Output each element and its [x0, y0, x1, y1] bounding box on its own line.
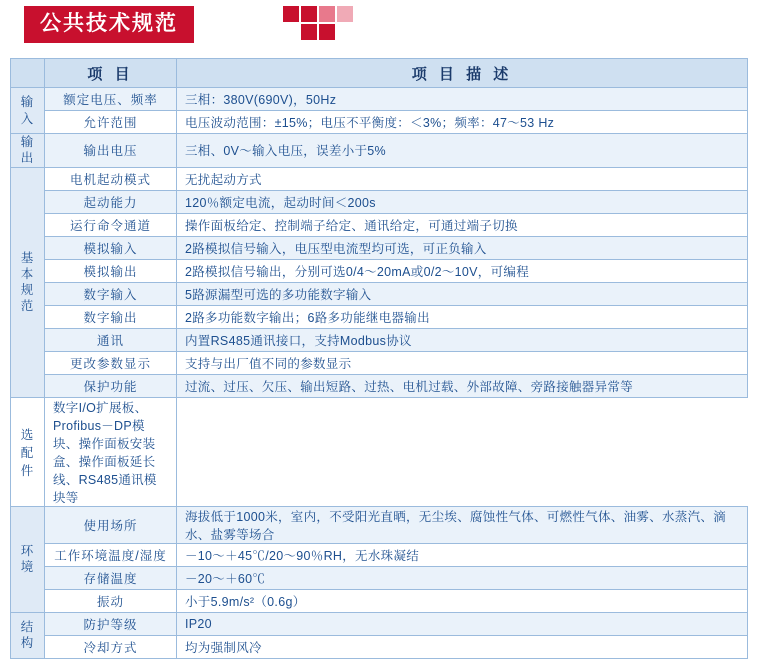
- description-cell: 三相：380V(690V)，50Hz: [177, 88, 748, 111]
- table-row: [11, 506, 748, 543]
- table-row: [11, 305, 748, 328]
- table-row: [11, 134, 748, 168]
- description-cell: 无扰起动方式: [177, 167, 748, 190]
- table-row: [11, 213, 748, 236]
- item-cell: 通讯: [45, 328, 177, 351]
- description-cell: 支持与出厂值不同的参数显示: [177, 351, 748, 374]
- table-row: [11, 88, 748, 111]
- table-row: [11, 589, 748, 612]
- table-body: [11, 88, 748, 659]
- description-cell: 操作面板给定、控制端子给定、通讯给定，可通过端子切换: [177, 213, 748, 236]
- description-cell: 2路模拟信号输出，分别可选0/4～20mA或0/2～10V，可编程: [177, 259, 748, 282]
- description-cell: 均为强制风冷: [177, 635, 748, 658]
- table-row: [11, 397, 748, 506]
- header-cell-item: 项 目: [45, 59, 177, 88]
- group-cell: 结 构: [11, 612, 45, 658]
- table-row: [11, 635, 748, 658]
- item-cell: 使用场所: [45, 506, 177, 543]
- group-cell: 环 境: [11, 506, 45, 612]
- description-cell: 120％额定电流，起动时间＜200s: [177, 190, 748, 213]
- table-row: [11, 543, 748, 566]
- description-cell: 海拔低于1000米，室内，不受阳光直晒，无尘埃、腐蚀性气体、可燃性气体、油雾、水蒸汽、滴水、盐雾等场合: [177, 506, 748, 543]
- table-row: [11, 167, 748, 190]
- description-cell: 三相、0V～输入电压，误差小于5%: [177, 134, 748, 168]
- table-row: [11, 566, 748, 589]
- group-cell: 输 出: [11, 134, 45, 168]
- item-cell: 模拟输入: [45, 236, 177, 259]
- group-cell: 基 本 规 范: [11, 167, 45, 397]
- header-cell-description: 项 目 描 述: [177, 59, 748, 88]
- item-cell: 模拟输出: [45, 259, 177, 282]
- item-cell: 存储温度: [45, 566, 177, 589]
- page-title: 公共技术规范: [24, 6, 194, 43]
- table-header: [11, 59, 748, 88]
- description-cell: 数字I/O扩展板、Profibus－DP模块、操作面板安装盒、操作面板延长线、RS485通讯模块等: [45, 397, 177, 506]
- item-cell: 防护等级: [45, 612, 177, 635]
- table-row: [11, 374, 748, 397]
- description-cell: 小于5.9m/s²（0.6g）: [177, 589, 748, 612]
- item-cell: 运行命令通道: [45, 213, 177, 236]
- description-cell: 2路模拟信号输入，电压型电流型均可选，可正负输入: [177, 236, 748, 259]
- description-cell: 内置RS485通讯接口，支持Modbus协议: [177, 328, 748, 351]
- item-cell: 输出电压: [45, 134, 177, 168]
- item-cell: 额定电压、频率: [45, 88, 177, 111]
- item-cell: 振动: [45, 589, 177, 612]
- table-row: [11, 259, 748, 282]
- table-row: [11, 612, 748, 635]
- description-cell: －20～＋60℃: [177, 566, 748, 589]
- item-cell: 数字输出: [45, 305, 177, 328]
- spec-table-wrapper: [10, 58, 747, 659]
- group-cell: 输 入: [11, 88, 45, 134]
- description-cell: 2路多功能数字输出；6路多功能继电器输出: [177, 305, 748, 328]
- table-row: [11, 351, 748, 374]
- table-row: [11, 236, 748, 259]
- header-cell-group: [11, 59, 45, 88]
- item-cell: 数字输入: [45, 282, 177, 305]
- description-cell: IP20: [177, 612, 748, 635]
- table-row: [11, 282, 748, 305]
- item-cell: 冷却方式: [45, 635, 177, 658]
- table-row: [11, 111, 748, 134]
- page-header: [0, 0, 757, 58]
- table-row: [11, 190, 748, 213]
- description-cell: －10～＋45℃/20～90％RH，无水珠凝结: [177, 543, 748, 566]
- description-cell: 5路源漏型可选的多功能数字输入: [177, 282, 748, 305]
- item-cell: 更改参数显示: [45, 351, 177, 374]
- item-cell: 电机起动模式: [45, 167, 177, 190]
- decorative-squares: [283, 6, 363, 40]
- description-cell: 电压波动范围：±15%；电压不平衡度：＜3%；频率：47～53 Hz: [177, 111, 748, 134]
- item-cell: 保护功能: [45, 374, 177, 397]
- item-cell: 工作环境温度/湿度: [45, 543, 177, 566]
- description-cell: 过流、过压、欠压、输出短路、过热、电机过载、外部故障、旁路接触器异常等: [177, 374, 748, 397]
- table-row: [11, 328, 748, 351]
- item-cell: 起动能力: [45, 190, 177, 213]
- item-cell: 允许范围: [45, 111, 177, 134]
- technical-spec-table: [10, 58, 748, 659]
- item-cell: 选 配 件: [11, 397, 45, 506]
